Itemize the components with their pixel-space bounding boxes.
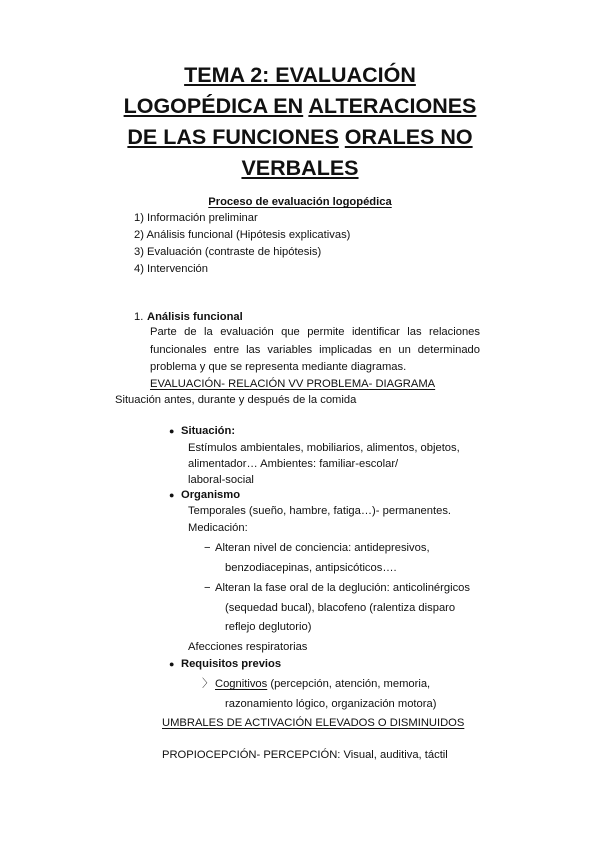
process-step: 3) Evaluación (contraste de hipótesis) (134, 246, 322, 258)
title-line-1 (100, 60, 500, 91)
cognitivos-detail: (percepción, atención, memoria, (270, 678, 431, 690)
bullet-text: laboral-social (188, 474, 254, 486)
bullet-text: alimentador… Ambientes: familiar-escolar/ (188, 458, 399, 470)
sub-item-text: Alteran la fase oral de la deglución: anticolinérgicos (215, 582, 470, 594)
bullet-icon: ● (169, 490, 175, 500)
sub-item-text: Alteran nivel de conciencia: antidepresivos, (215, 542, 430, 554)
dash-icon: − (204, 582, 211, 594)
propiocepcion-line (162, 748, 448, 762)
title-line-4 (100, 153, 500, 184)
title-text: ORALES NO (344, 125, 473, 149)
umbrales-line: UMBRALES DE ACTIVACIÓN ELEVADOS O DISMINUIDOS (162, 717, 465, 729)
bullet-text: Afecciones respiratorias (188, 641, 308, 653)
process-heading: Proceso de evaluación logopédica (208, 196, 392, 208)
relation-line: EVALUACIÓN- RELACIÓN VV PROBLEMA- DIAGRAMA (150, 378, 436, 390)
sub-item-text: razonamiento lógico, organización motora) (225, 698, 437, 710)
process-step: 4) Intervención (134, 263, 209, 275)
section-number: 1. (134, 311, 144, 323)
sub-item-text: reflejo deglutorio) (225, 621, 312, 633)
sub-item-text (215, 677, 430, 691)
section-heading: Análisis funcional (147, 311, 243, 323)
title-text: DE LAS FUNCIONES (127, 125, 339, 149)
propiocepcion-label: PROPIOCEPCIÓN- PERCEPCIÓN: (162, 749, 341, 761)
process-step: 1) Información preliminar (134, 212, 258, 224)
sub-item-text: (sequedad bucal), blacofeno (ralentiza disparo (225, 602, 456, 614)
bullet-label-situacion: Situación: (181, 425, 236, 437)
arrow-icon: 〉 (202, 678, 214, 690)
bullet-text: Medicación: (188, 522, 248, 534)
title-text: TEMA 2: EVALUACIÓN (184, 63, 416, 87)
sub-item-text: benzodiacepinas, antipsicóticos…. (225, 562, 397, 574)
page-title (100, 60, 500, 184)
bullet-label-organismo: Organismo (181, 489, 241, 501)
title-line-3 (100, 122, 500, 153)
title-text: ALTERACIONES (308, 94, 477, 118)
title-text: VERBALES (241, 156, 359, 180)
cognitivos-label: Cognitivos (215, 678, 268, 690)
bullet-label-requisitos: Requisitos previos (181, 658, 282, 670)
title-text: LOGOPÉDICA EN (123, 94, 304, 118)
dash-icon: − (204, 542, 211, 554)
situation-note: Situación antes, durante y después de la comida (115, 394, 357, 406)
title-line-2 (100, 91, 500, 122)
bullet-text: Temporales (sueño, hambre, fatiga…)- permanentes. (188, 505, 452, 517)
bullet-icon: ● (169, 659, 175, 669)
analysis-paragraph: Parte de la evaluación que permite identificar las relaciones funcionales entre las variables implicadas en un determinado problema y que se representa mediante diagramas. (150, 326, 480, 373)
process-step: 2) Análisis funcional (Hipótesis explicativas) (134, 229, 351, 241)
propiocepcion-detail: Visual, auditiva, táctil (343, 749, 448, 761)
bullet-icon: ● (169, 426, 175, 436)
bullet-text: Estímulos ambientales, mobiliarios, alimentos, objetos, (188, 442, 460, 454)
